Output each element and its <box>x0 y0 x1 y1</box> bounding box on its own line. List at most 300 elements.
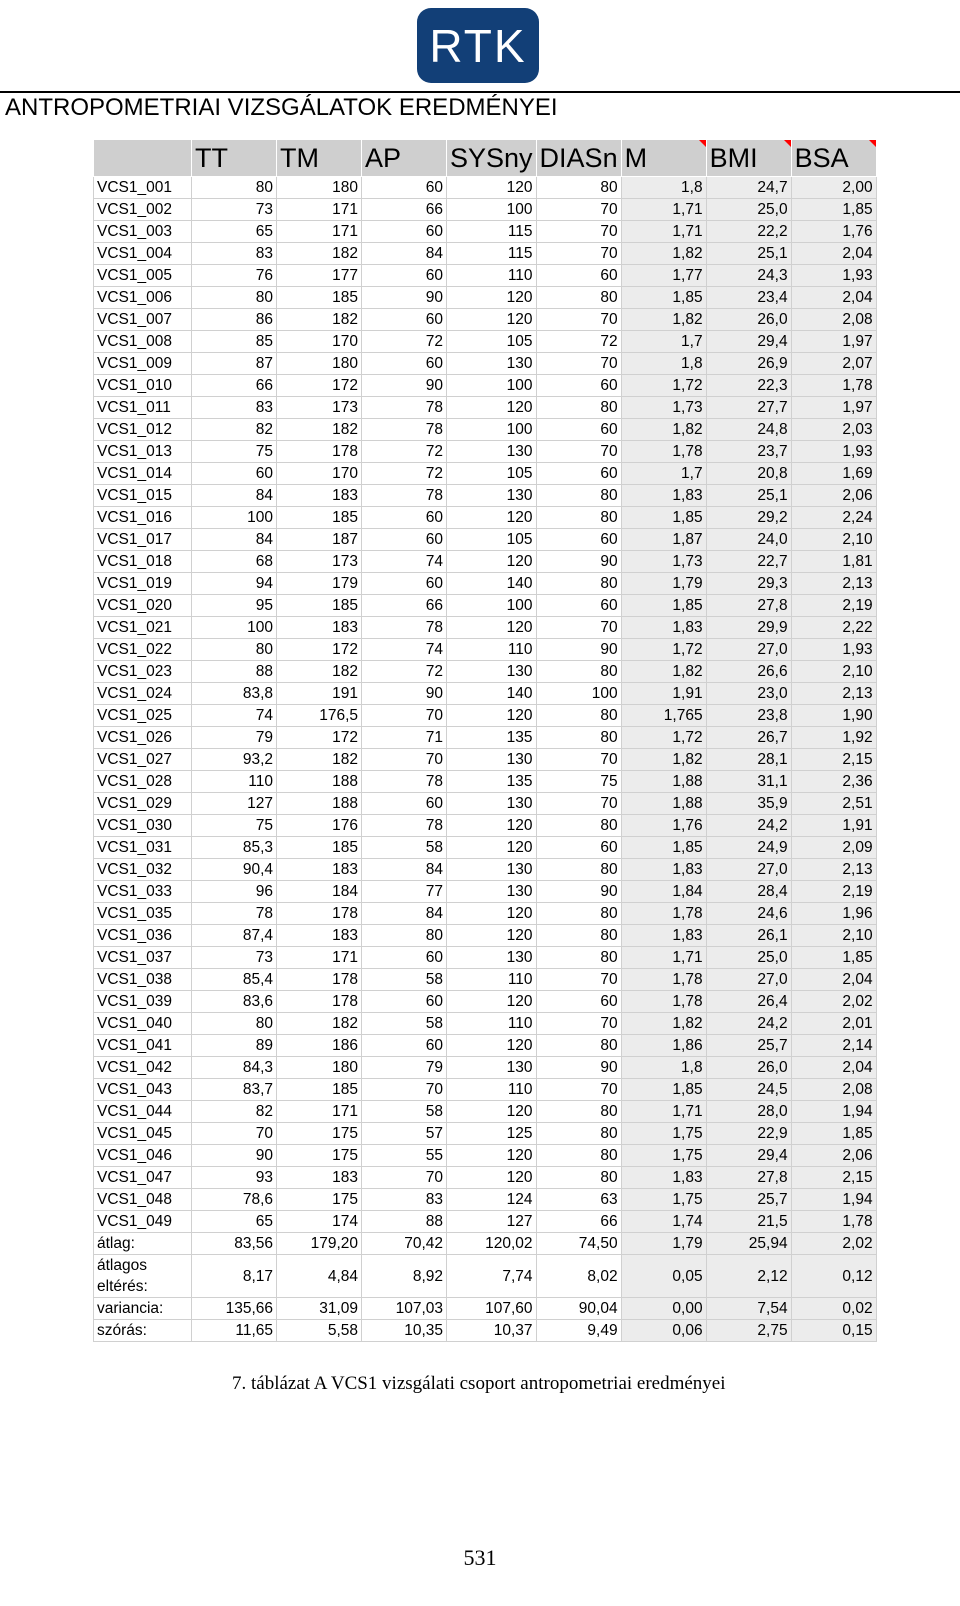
table-cell: 185 <box>277 507 362 529</box>
table-cell: 87,4 <box>192 925 277 947</box>
row-label: VCS1_014 <box>94 463 192 485</box>
table-cell: 1,82 <box>621 309 706 331</box>
table-cell: 60 <box>362 991 447 1013</box>
table-cell: 120 <box>447 815 537 837</box>
row-label: VCS1_019 <box>94 573 192 595</box>
table-cell: 175 <box>277 1145 362 1167</box>
table-cell: 1,87 <box>621 529 706 551</box>
table-cell: 1,85 <box>791 199 876 221</box>
table-row <box>94 683 877 705</box>
table-cell: 24,8 <box>706 419 791 441</box>
table-cell: 2,02 <box>791 1233 876 1255</box>
table-cell: 75 <box>192 441 277 463</box>
table-cell: 21,5 <box>706 1211 791 1233</box>
table-cell: 11,65 <box>192 1320 277 1342</box>
table-cell: 1,90 <box>791 705 876 727</box>
table-cell: 182 <box>277 749 362 771</box>
table-cell: 184 <box>277 881 362 903</box>
table-cell: 80 <box>536 1123 621 1145</box>
row-label: VCS1_004 <box>94 243 192 265</box>
table-cell: 186 <box>277 1035 362 1057</box>
table-cell: 83 <box>192 397 277 419</box>
table-cell: 0,12 <box>791 1255 876 1298</box>
table-cell: 171 <box>277 1101 362 1123</box>
table-cell: 176 <box>277 815 362 837</box>
table-cell: 130 <box>447 947 537 969</box>
table-cell: 26,7 <box>706 727 791 749</box>
row-label: VCS1_003 <box>94 221 192 243</box>
table-row <box>94 1211 877 1233</box>
table-cell: 60 <box>536 375 621 397</box>
table-cell: 178 <box>277 969 362 991</box>
table-cell: 70 <box>362 1079 447 1101</box>
table-cell: 2,06 <box>791 1145 876 1167</box>
row-label: VCS1_047 <box>94 1167 192 1189</box>
table-cell: 130 <box>447 881 537 903</box>
row-label: VCS1_027 <box>94 749 192 771</box>
row-label: átlag: <box>94 1233 192 1255</box>
table-row <box>94 573 877 595</box>
table-cell: 90 <box>536 639 621 661</box>
table-cell: 60 <box>536 463 621 485</box>
column-header: TM <box>277 140 362 177</box>
table-row <box>94 1013 877 1035</box>
table-cell: 120 <box>447 287 537 309</box>
table-cell: 179,20 <box>277 1233 362 1255</box>
table-cell: 4,84 <box>277 1255 362 1298</box>
table-cell: 80 <box>192 639 277 661</box>
table-cell: 1,71 <box>621 1101 706 1123</box>
row-label: VCS1_020 <box>94 595 192 617</box>
table-cell: 130 <box>447 353 537 375</box>
row-label: VCS1_049 <box>94 1211 192 1233</box>
table-cell: 25,0 <box>706 947 791 969</box>
table-cell: 1,77 <box>621 265 706 287</box>
table-cell: 25,1 <box>706 485 791 507</box>
table-cell: 70 <box>536 617 621 639</box>
table-cell: 20,8 <box>706 463 791 485</box>
table-cell: 1,78 <box>621 441 706 463</box>
table-cell: 74 <box>362 551 447 573</box>
table-cell: 90,04 <box>536 1298 621 1320</box>
table-cell: 1,76 <box>621 815 706 837</box>
table-cell: 0,06 <box>621 1320 706 1342</box>
table-cell: 125 <box>447 1123 537 1145</box>
table-cell: 83,7 <box>192 1079 277 1101</box>
table-cell: 27,7 <box>706 397 791 419</box>
table-cell: 1,85 <box>621 837 706 859</box>
table-row <box>94 485 877 507</box>
table-cell: 90 <box>362 375 447 397</box>
table-cell: 1,79 <box>621 1233 706 1255</box>
table-cell: 84 <box>362 243 447 265</box>
table-cell: 10,37 <box>447 1320 537 1342</box>
table-cell: 73 <box>192 199 277 221</box>
table-cell: 23,8 <box>706 705 791 727</box>
table-row <box>94 1123 877 1145</box>
table-cell: 63 <box>536 1189 621 1211</box>
table-cell: 96 <box>192 881 277 903</box>
table-cell: 2,10 <box>791 925 876 947</box>
table-cell: 25,7 <box>706 1189 791 1211</box>
table-cell: 84,3 <box>192 1057 277 1079</box>
table-cell: 120 <box>447 1167 537 1189</box>
row-label: VCS1_005 <box>94 265 192 287</box>
table-row <box>94 1079 877 1101</box>
row-label: VCS1_008 <box>94 331 192 353</box>
column-header: AP <box>362 140 447 177</box>
table-cell: 2,10 <box>791 661 876 683</box>
table-cell: 8,92 <box>362 1255 447 1298</box>
table-cell: 1,72 <box>621 639 706 661</box>
table-cell: 80 <box>536 177 621 199</box>
table-cell: 1,82 <box>621 243 706 265</box>
table-cell: 127 <box>192 793 277 815</box>
row-label: VCS1_030 <box>94 815 192 837</box>
table-row <box>94 265 877 287</box>
table-cell: 1,83 <box>621 925 706 947</box>
table-cell: 80 <box>192 287 277 309</box>
table-cell: 0,02 <box>791 1298 876 1320</box>
column-header-bmi: BMI <box>706 140 791 177</box>
table-cell: 2,13 <box>791 859 876 881</box>
table-cell: 2,13 <box>791 683 876 705</box>
table-cell: 66 <box>536 1211 621 1233</box>
table-cell: 57 <box>362 1123 447 1145</box>
table-cell: 70 <box>362 1167 447 1189</box>
table-cell: 100 <box>192 617 277 639</box>
comment-marker-icon <box>699 140 706 147</box>
table-cell: 120 <box>447 397 537 419</box>
table-cell: 187 <box>277 529 362 551</box>
table-cell: 183 <box>277 859 362 881</box>
row-label: átlagos eltérés: <box>94 1255 192 1298</box>
table-cell: 2,14 <box>791 1035 876 1057</box>
table-cell: 2,19 <box>791 881 876 903</box>
table-cell: 70 <box>536 441 621 463</box>
table-cell: 185 <box>277 837 362 859</box>
table-cell: 72 <box>536 331 621 353</box>
table-cell: 60 <box>536 265 621 287</box>
table-cell: 29,4 <box>706 331 791 353</box>
table-cell: 80 <box>536 1145 621 1167</box>
table-cell: 1,78 <box>621 991 706 1013</box>
table-cell: 65 <box>192 1211 277 1233</box>
table-cell: 182 <box>277 1013 362 1035</box>
table-cell: 65 <box>192 221 277 243</box>
row-label: VCS1_032 <box>94 859 192 881</box>
row-label: VCS1_043 <box>94 1079 192 1101</box>
table-cell: 25,94 <box>706 1233 791 1255</box>
table-cell: 1,75 <box>621 1145 706 1167</box>
table-cell: 1,85 <box>621 507 706 529</box>
row-label: VCS1_017 <box>94 529 192 551</box>
table-cell: 27,8 <box>706 1167 791 1189</box>
table-cell: 2,04 <box>791 1057 876 1079</box>
table-cell: 185 <box>277 1079 362 1101</box>
row-label: VCS1_041 <box>94 1035 192 1057</box>
table-row <box>94 881 877 903</box>
table-row <box>94 1057 877 1079</box>
table-cell: 90 <box>536 551 621 573</box>
table-cell: 90 <box>536 881 621 903</box>
row-label: VCS1_013 <box>94 441 192 463</box>
row-label: VCS1_016 <box>94 507 192 529</box>
table-cell: 80 <box>536 903 621 925</box>
table-cell: 60 <box>536 595 621 617</box>
row-label: VCS1_035 <box>94 903 192 925</box>
table-cell: 105 <box>447 463 537 485</box>
table-cell: 80 <box>536 815 621 837</box>
table-row <box>94 837 877 859</box>
table-cell: 60 <box>192 463 277 485</box>
row-label: VCS1_037 <box>94 947 192 969</box>
table-cell: 180 <box>277 177 362 199</box>
table-cell: 1,75 <box>621 1189 706 1211</box>
row-label: variancia: <box>94 1298 192 1320</box>
table-cell: 1,93 <box>791 639 876 661</box>
table-cell: 80 <box>536 507 621 529</box>
table-cell: 24,3 <box>706 265 791 287</box>
table-cell: 2,36 <box>791 771 876 793</box>
table-cell: 60 <box>362 265 447 287</box>
table-row <box>94 419 877 441</box>
table-cell: 94 <box>192 573 277 595</box>
table-cell: 80 <box>536 1167 621 1189</box>
table-row <box>94 1189 877 1211</box>
table-cell: 1,75 <box>621 1123 706 1145</box>
table-cell: 2,08 <box>791 309 876 331</box>
table-cell: 120 <box>447 925 537 947</box>
table-cell: 183 <box>277 925 362 947</box>
table-cell: 95 <box>192 595 277 617</box>
column-header: TT <box>192 140 277 177</box>
table-row <box>94 199 877 221</box>
table-cell: 175 <box>277 1123 362 1145</box>
table-cell: 120 <box>447 837 537 859</box>
table-cell: 90,4 <box>192 859 277 881</box>
table-cell: 100 <box>447 595 537 617</box>
table-cell: 120 <box>447 177 537 199</box>
table-row <box>94 815 877 837</box>
table-cell: 86 <box>192 309 277 331</box>
table-cell: 28,4 <box>706 881 791 903</box>
row-label: VCS1_012 <box>94 419 192 441</box>
row-label: VCS1_010 <box>94 375 192 397</box>
row-label: VCS1_015 <box>94 485 192 507</box>
table-cell: 1,72 <box>621 727 706 749</box>
table-cell: 24,5 <box>706 1079 791 1101</box>
table-cell: 58 <box>362 969 447 991</box>
table-row <box>94 771 877 793</box>
table-cell: 1,78 <box>621 969 706 991</box>
row-label: VCS1_022 <box>94 639 192 661</box>
table-cell: 85,3 <box>192 837 277 859</box>
table-row <box>94 177 877 199</box>
table-cell: 1,85 <box>791 947 876 969</box>
table-cell: 120 <box>447 507 537 529</box>
table-cell: 24,0 <box>706 529 791 551</box>
table-cell: 22,3 <box>706 375 791 397</box>
table-cell: 27,0 <box>706 859 791 881</box>
table-cell: 79 <box>192 727 277 749</box>
table-cell: 120 <box>447 309 537 331</box>
row-label: VCS1_021 <box>94 617 192 639</box>
row-label: VCS1_044 <box>94 1101 192 1123</box>
table-cell: 130 <box>447 441 537 463</box>
table-cell: 24,2 <box>706 1013 791 1035</box>
table-cell: 58 <box>362 1013 447 1035</box>
table-caption: 7. táblázat A VCS1 vizsgálati csoport antropometriai eredményei <box>232 1373 726 1394</box>
table-cell: 130 <box>447 793 537 815</box>
table-cell: 75 <box>536 771 621 793</box>
table-row <box>94 1035 877 1057</box>
table-cell: 26,0 <box>706 309 791 331</box>
table-cell: 60 <box>362 793 447 815</box>
table-row <box>94 661 877 683</box>
table-cell: 183 <box>277 617 362 639</box>
table-cell: 70 <box>192 1123 277 1145</box>
table-cell: 7,74 <box>447 1255 537 1298</box>
table-cell: 177 <box>277 265 362 287</box>
table-cell: 1,94 <box>791 1189 876 1211</box>
table-cell: 175 <box>277 1189 362 1211</box>
table-cell: 60 <box>362 177 447 199</box>
table-cell: 76 <box>192 265 277 287</box>
table-cell: 1,765 <box>621 705 706 727</box>
table-cell: 83 <box>362 1189 447 1211</box>
table-cell: 1,78 <box>791 375 876 397</box>
table-cell: 1,71 <box>621 221 706 243</box>
table-cell: 23,0 <box>706 683 791 705</box>
table-row <box>94 617 877 639</box>
table-cell: 115 <box>447 243 537 265</box>
table-cell: 107,60 <box>447 1298 537 1320</box>
table-cell: 60 <box>362 221 447 243</box>
row-label: VCS1_001 <box>94 177 192 199</box>
table-cell: 1,79 <box>621 573 706 595</box>
table-row <box>94 859 877 881</box>
table-cell: 27,8 <box>706 595 791 617</box>
table-cell: 70,42 <box>362 1233 447 1255</box>
table-row <box>94 969 877 991</box>
table-cell: 60 <box>362 947 447 969</box>
table-row <box>94 749 877 771</box>
table-cell: 2,04 <box>791 243 876 265</box>
table-cell: 60 <box>362 309 447 331</box>
table-cell: 1,96 <box>791 903 876 925</box>
table-cell: 1,88 <box>621 793 706 815</box>
table-cell: 170 <box>277 331 362 353</box>
table-cell: 173 <box>277 397 362 419</box>
table-cell: 25,1 <box>706 243 791 265</box>
table-cell: 107,03 <box>362 1298 447 1320</box>
table-cell: 66 <box>362 595 447 617</box>
table-cell: 22,7 <box>706 551 791 573</box>
table-cell: 8,17 <box>192 1255 277 1298</box>
table-row <box>94 595 877 617</box>
table-cell: 29,9 <box>706 617 791 639</box>
table-cell: 70 <box>536 309 621 331</box>
table-cell: 27,0 <box>706 969 791 991</box>
table-row <box>94 793 877 815</box>
table-cell: 80 <box>536 485 621 507</box>
table-body <box>94 177 877 1342</box>
row-label: szórás: <box>94 1320 192 1342</box>
table-cell: 90 <box>192 1145 277 1167</box>
table-cell: 60 <box>536 991 621 1013</box>
table-cell: 77 <box>362 881 447 903</box>
table-row <box>94 903 877 925</box>
table-cell: 26,4 <box>706 991 791 1013</box>
table-cell: 1,91 <box>621 683 706 705</box>
table-cell: 130 <box>447 749 537 771</box>
table-cell: 2,24 <box>791 507 876 529</box>
table-cell: 178 <box>277 991 362 1013</box>
table-cell: 78 <box>362 771 447 793</box>
table-cell: 174 <box>277 1211 362 1233</box>
column-header: SYSny <box>447 140 537 177</box>
table-cell: 2,03 <box>791 419 876 441</box>
table-cell: 72 <box>362 463 447 485</box>
table-cell: 110 <box>192 771 277 793</box>
table-cell: 105 <box>447 331 537 353</box>
table-cell: 2,06 <box>791 485 876 507</box>
column-header: DIASn <box>536 140 621 177</box>
table-cell: 1,74 <box>621 1211 706 1233</box>
table-cell: 2,15 <box>791 1167 876 1189</box>
table-cell: 2,13 <box>791 573 876 595</box>
table-cell: 135 <box>447 771 537 793</box>
table-cell: 1,85 <box>791 1123 876 1145</box>
table-cell: 2,07 <box>791 353 876 375</box>
table-cell: 74 <box>362 639 447 661</box>
row-label: VCS1_009 <box>94 353 192 375</box>
table-row <box>94 947 877 969</box>
table-cell: 66 <box>192 375 277 397</box>
row-label: VCS1_024 <box>94 683 192 705</box>
table-cell: 0,00 <box>621 1298 706 1320</box>
table-cell: 83 <box>192 243 277 265</box>
table-cell: 172 <box>277 375 362 397</box>
table-cell: 71 <box>362 727 447 749</box>
table-cell: 188 <box>277 793 362 815</box>
summary-row <box>94 1255 877 1298</box>
table-cell: 185 <box>277 287 362 309</box>
table-cell: 80 <box>536 925 621 947</box>
row-label: VCS1_028 <box>94 771 192 793</box>
table-cell: 1,81 <box>791 551 876 573</box>
table-cell: 2,00 <box>791 177 876 199</box>
table-cell: 60 <box>536 419 621 441</box>
table-cell: 1,82 <box>621 749 706 771</box>
table-cell: 78 <box>362 485 447 507</box>
table-cell: 31,09 <box>277 1298 362 1320</box>
table-cell: 88 <box>192 661 277 683</box>
column-header-bsa: BSA <box>791 140 876 177</box>
row-label: VCS1_018 <box>94 551 192 573</box>
table-cell: 110 <box>447 969 537 991</box>
table-cell: 55 <box>362 1145 447 1167</box>
table-cell: 31,1 <box>706 771 791 793</box>
table-cell: 182 <box>277 309 362 331</box>
table-cell: 1,86 <box>621 1035 706 1057</box>
table-cell: 100 <box>192 507 277 529</box>
table-cell: 2,04 <box>791 969 876 991</box>
table-cell: 93,2 <box>192 749 277 771</box>
page-heading: ANTROPOMETRIAI VIZSGÁLATOK EREDMÉNYEI <box>5 94 558 121</box>
table-cell: 1,97 <box>791 397 876 419</box>
